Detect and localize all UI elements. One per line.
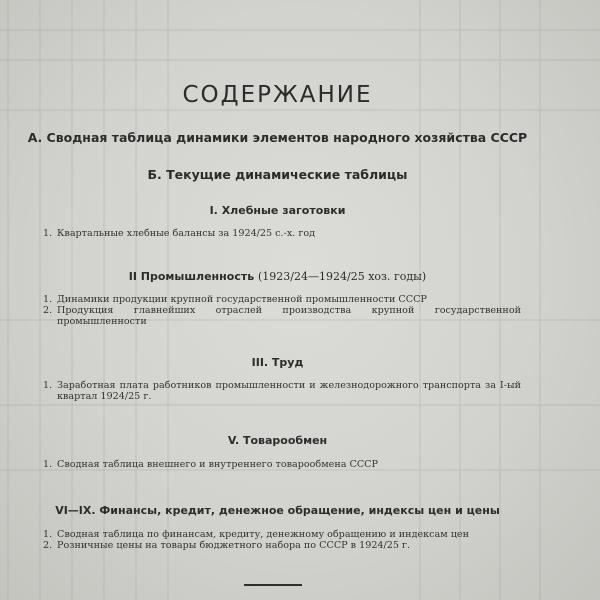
section-heading-labour: III. Труд	[251, 356, 304, 369]
item-number: 1.	[43, 380, 53, 391]
section-heading-years: (1923/24—1924/25 хоз. годы)	[258, 270, 427, 283]
item-number: 2.	[43, 305, 53, 316]
item-text: Продукция главнейших отраслей производства крупной государственной промышленности	[57, 305, 521, 327]
item-number: 1.	[43, 228, 53, 239]
list-item	[43, 380, 521, 402]
item-text: Сводная таблица внешнего и внутреннего товарообмена СССР	[57, 459, 378, 470]
item-text: Заработная плата работников промышленности и железнодорожного транспорта за I-ый квартал 1924/25 г.	[57, 380, 521, 402]
section-heading-trade: V. Товарообмен	[227, 434, 328, 447]
part-b-heading: Б. Текущие динамические таблицы	[147, 167, 408, 182]
list-item	[43, 228, 521, 239]
section-heading-finance: VI—IX. Финансы, кредит, денежное обращение, индексы цен и цены	[55, 504, 500, 517]
section-heading-text: II Промышленность	[128, 270, 255, 283]
item-text: Квартальные хлебные балансы за 1924/25 с.-х. год	[57, 228, 316, 239]
page-title: СОДЕРЖАНИЕ	[182, 82, 373, 108]
item-number: 1.	[43, 529, 53, 540]
list-item	[43, 540, 521, 551]
closing-rule-divider	[244, 584, 302, 586]
part-a-heading: А. Сводная таблица динамики элементов народного хозяйства СССР	[27, 130, 528, 145]
list-item	[43, 305, 521, 327]
item-text: Динамики продукции крупной государственной промышленности СССР	[57, 294, 427, 305]
list-item	[43, 529, 521, 540]
item-text: Сводная таблица по финансам, кредиту, денежному обращению и индексам цен	[57, 529, 469, 540]
item-text: Розничные цены на товары бюджетного набора по СССР в 1924/25 г.	[57, 540, 411, 551]
item-number: 1.	[43, 459, 53, 470]
section-heading-grain: I. Хлебные заготовки	[209, 204, 346, 217]
item-number: 2.	[43, 540, 53, 551]
list-item	[43, 459, 521, 470]
list-item	[43, 294, 521, 305]
item-number: 1.	[43, 294, 53, 305]
section-heading-industry	[0, 270, 555, 283]
